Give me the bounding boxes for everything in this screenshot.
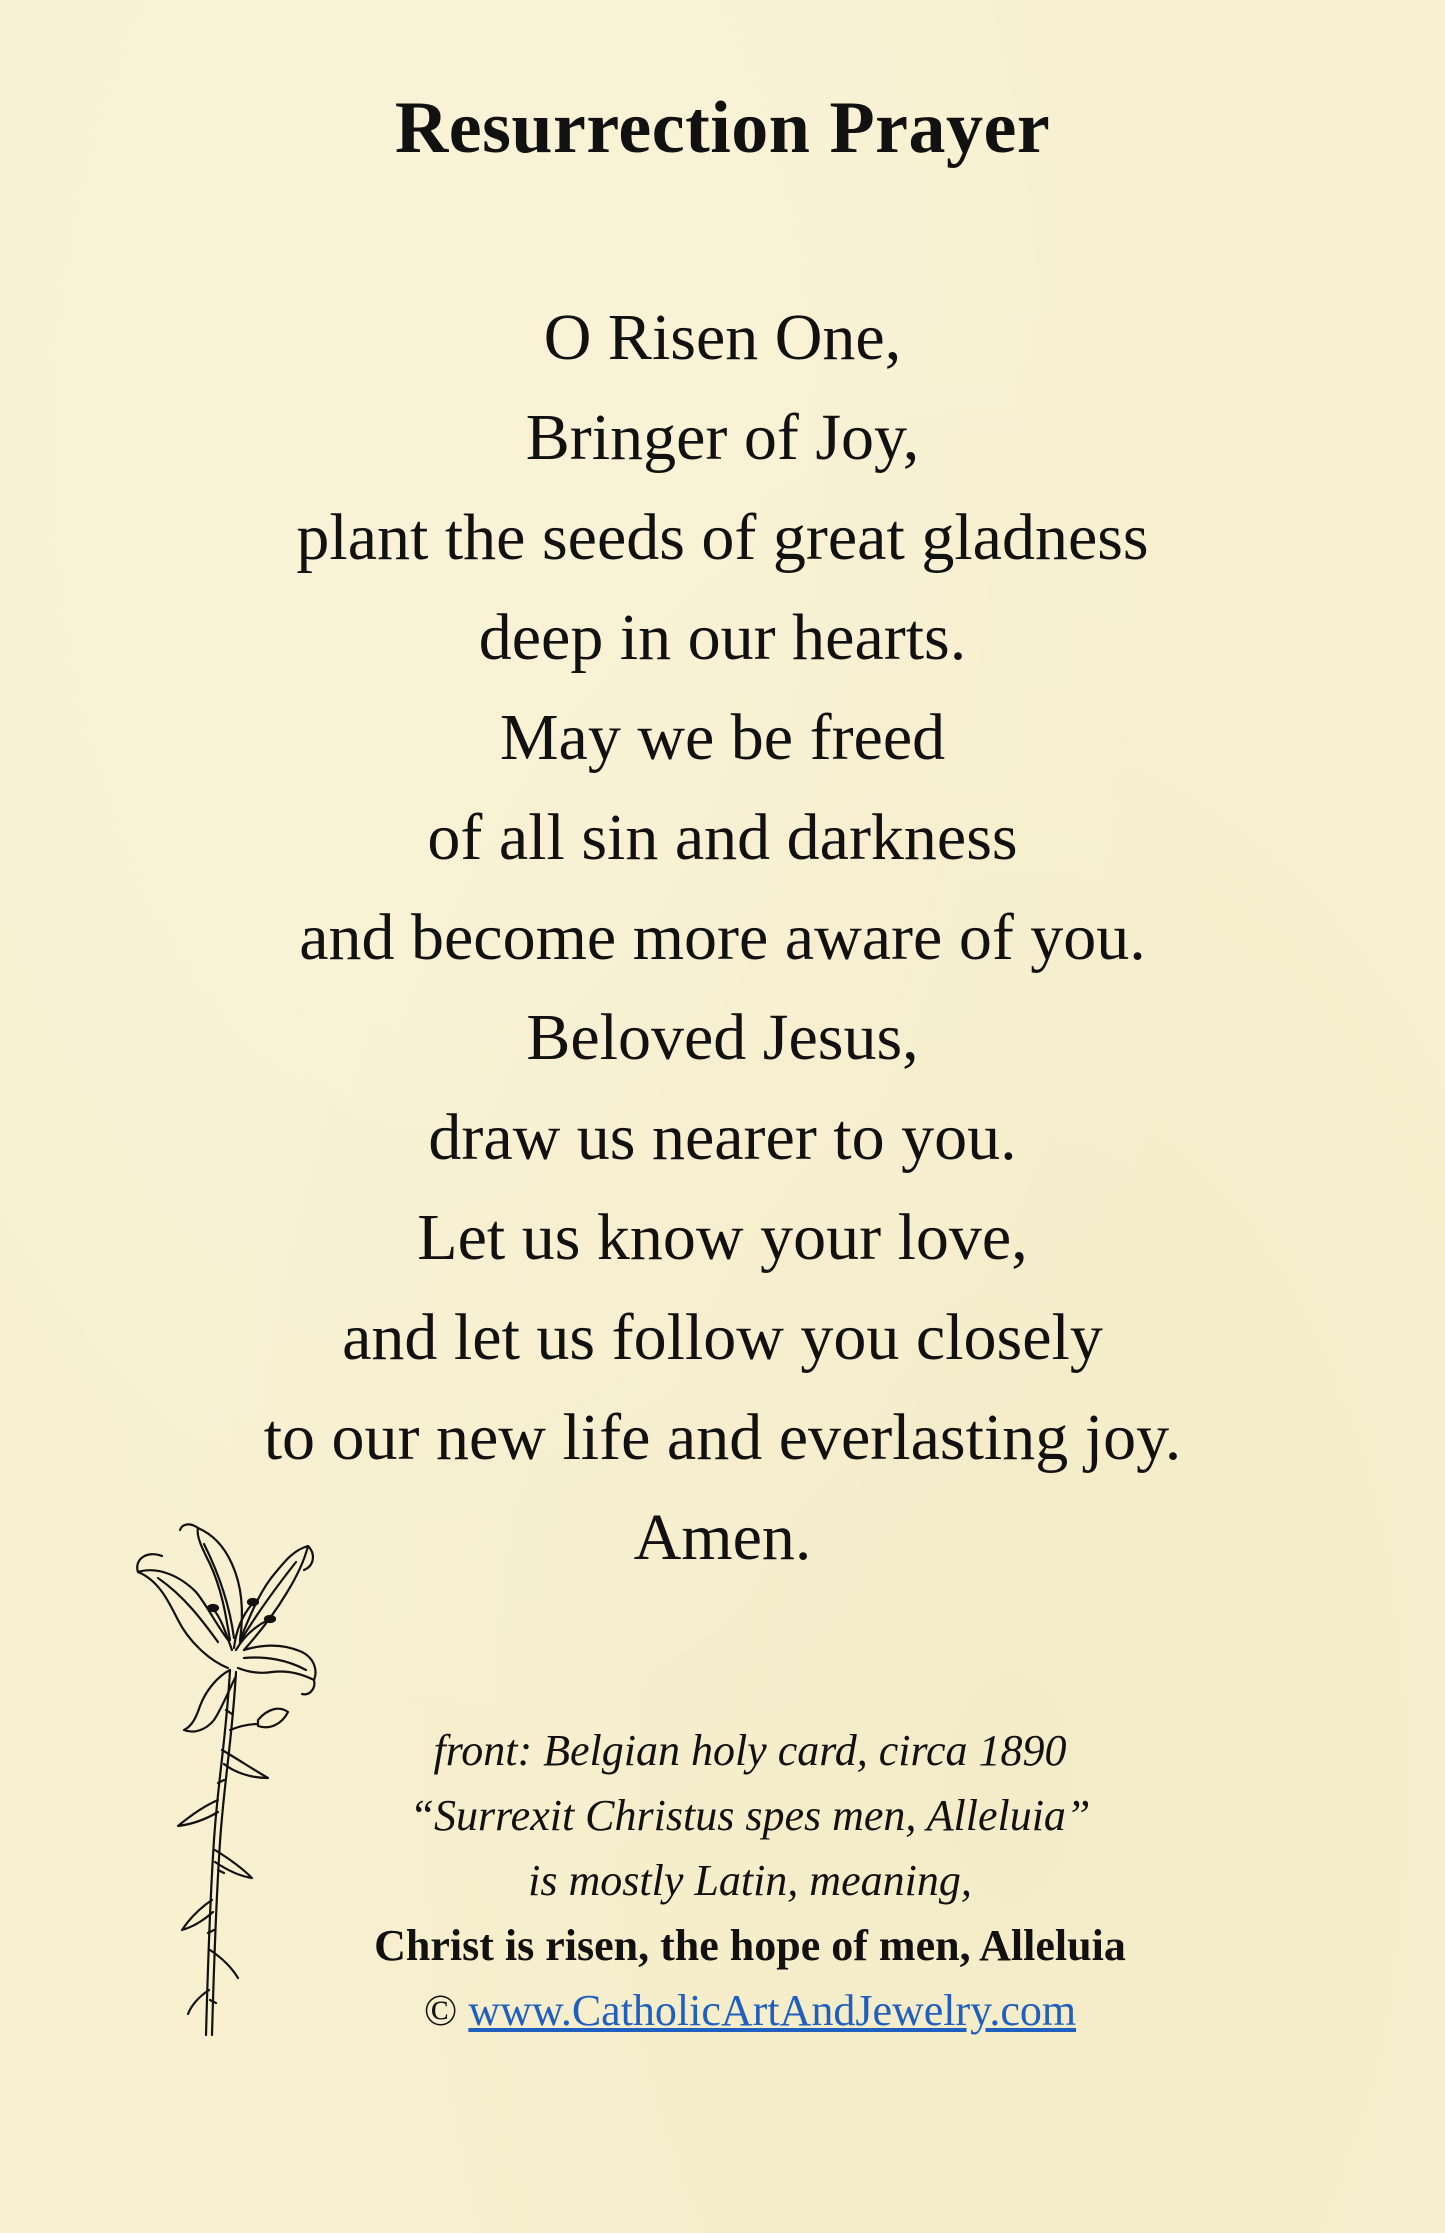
page-title: Resurrection Prayer xyxy=(394,87,1051,169)
copyright-line xyxy=(250,1978,1250,2043)
prayer-line: and let us follow you closely xyxy=(342,1301,1103,1374)
prayer-line: deep in our hearts. xyxy=(478,601,967,674)
prayer-line: May we be freed xyxy=(499,701,946,774)
copyright-symbol: © xyxy=(423,1986,458,2035)
website-link[interactable]: www.CatholicArtAndJewelry.com xyxy=(468,1986,1077,2035)
prayer-line: to our new life and everlasting joy. xyxy=(263,1401,1182,1474)
translation-text: Christ is risen, the hope of men, Alleluia xyxy=(374,1921,1126,1970)
prayer-line: Bringer of Joy, xyxy=(525,401,920,474)
prayer-line: plant the seeds of great gladness xyxy=(296,501,1149,574)
card-footer xyxy=(250,1718,1250,2043)
prayer-line: of all sin and darkness xyxy=(427,801,1018,874)
prayer-line: and become more aware of you. xyxy=(299,901,1146,974)
prayer-line: Beloved Jesus, xyxy=(526,1001,919,1074)
front-image-note: front: Belgian holy card, circa 1890 xyxy=(433,1726,1067,1775)
prayer-line: draw us nearer to you. xyxy=(428,1101,1017,1174)
meaning-intro: is mostly Latin, meaning, xyxy=(528,1856,972,1905)
latin-quote: “Surrexit Christus spes men, Alleluia” xyxy=(409,1791,1091,1840)
prayer-line: Let us know your love, xyxy=(417,1201,1028,1274)
prayer-line: Amen. xyxy=(633,1501,812,1574)
prayer-text xyxy=(0,288,1445,1588)
prayer-line: O Risen One, xyxy=(543,301,902,374)
